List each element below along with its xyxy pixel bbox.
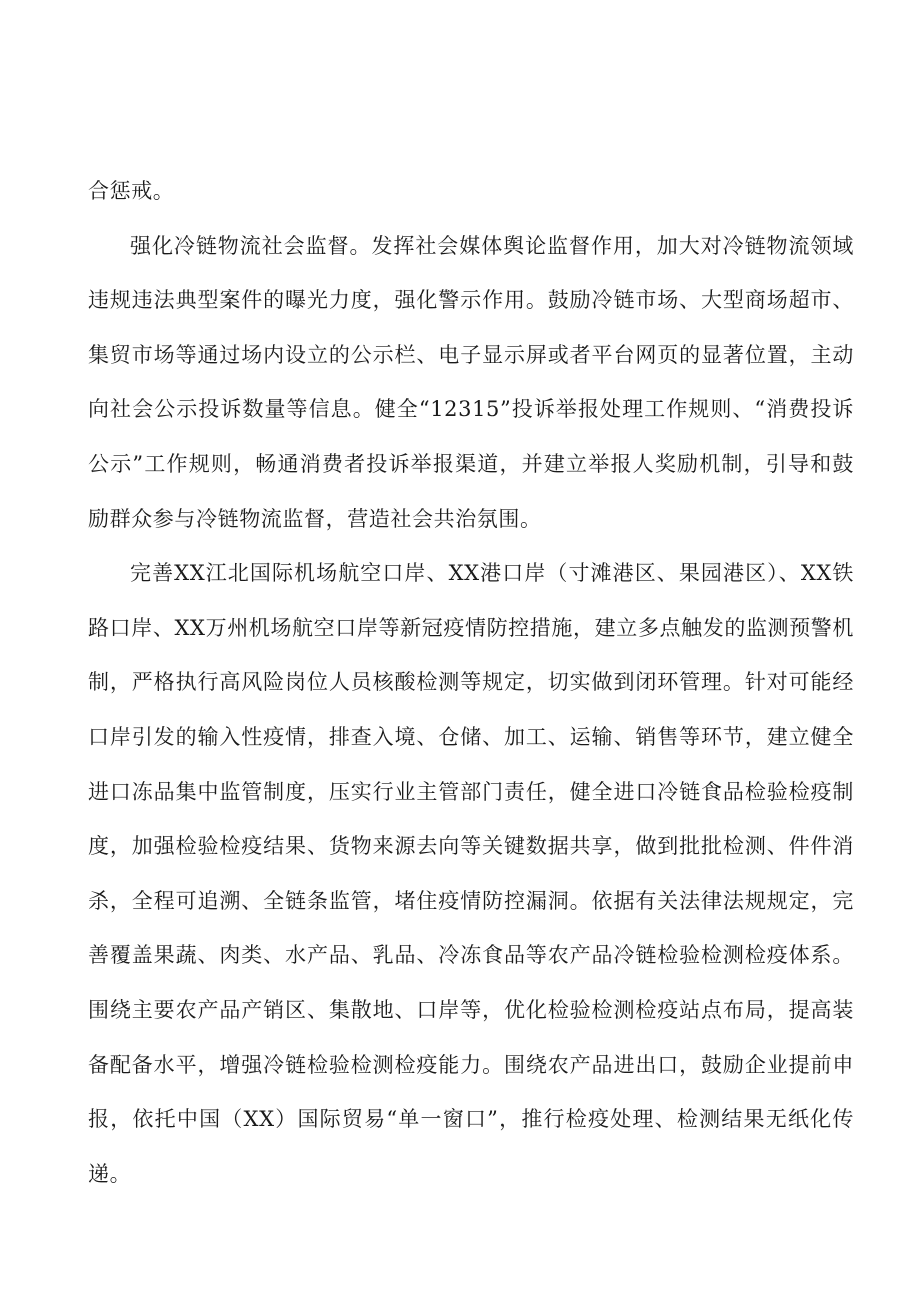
- paragraph-continuation: 合惩戒。: [88, 179, 175, 203]
- document-body: [88, 164, 854, 1201]
- paragraph-port-epidemic-control: 完善XX江北国际机场航空口岸、XX港口岸（寸滩港区、果园港区）、XX铁路口岸、XX万州机场航空口岸等新冠疫情防控措施，建立多点触发的监测预警机制，严格执行高风险岗位人员核酸检测等规定，切实做到闭环管理。针对可能经口岸引发的输入性疫情，排查入境、仓储、加工、运输、销售等环节，建立健全进口冻品集中监管制度，压实行业主管部门责任，健全进口冷链食品检验检疫制度，加强检验检疫结果、货物来源去向等关键数据共享，做到批批检测、件件消杀，全程可追溯、全链条监管，堵住疫情防控漏洞。依据有关法律法规规定，完善覆盖果蔬、肉类、水产品、乳品、冷冻食品等农产品冷链检验检测检疫体系。围绕主要农产品产销区、集散地、口岸等，优化检验检测检疫站点布局，提高装备配备水平，增强冷链检验检测检疫能力。围绕农产品进出口，鼓励企业提前申报，依托中国（XX）国际贸易“单一窗口”，推行检疫处理、检测结果无纸化传递。: [88, 561, 854, 1186]
- paragraph-cold-chain-supervision: 强化冷链物流社会监督。发挥社会媒体舆论监督作用，加大对冷链物流领域违规违法典型案件的曝光力度，强化警示作用。鼓励冷链市场、大型商场超市、集贸市场等通过场内设立的公示栏、电子显示屏或者平台网页的显著位置，主动向社会公示投诉数量等信息。健全“12315”投诉举报处理工作规则、“消费投诉公示”工作规则，畅通消费者投诉举报渠道，并建立举报人奖励机制，引导和鼓励群众参与冷链物流监督，营造社会共治氛围。: [88, 233, 854, 531]
